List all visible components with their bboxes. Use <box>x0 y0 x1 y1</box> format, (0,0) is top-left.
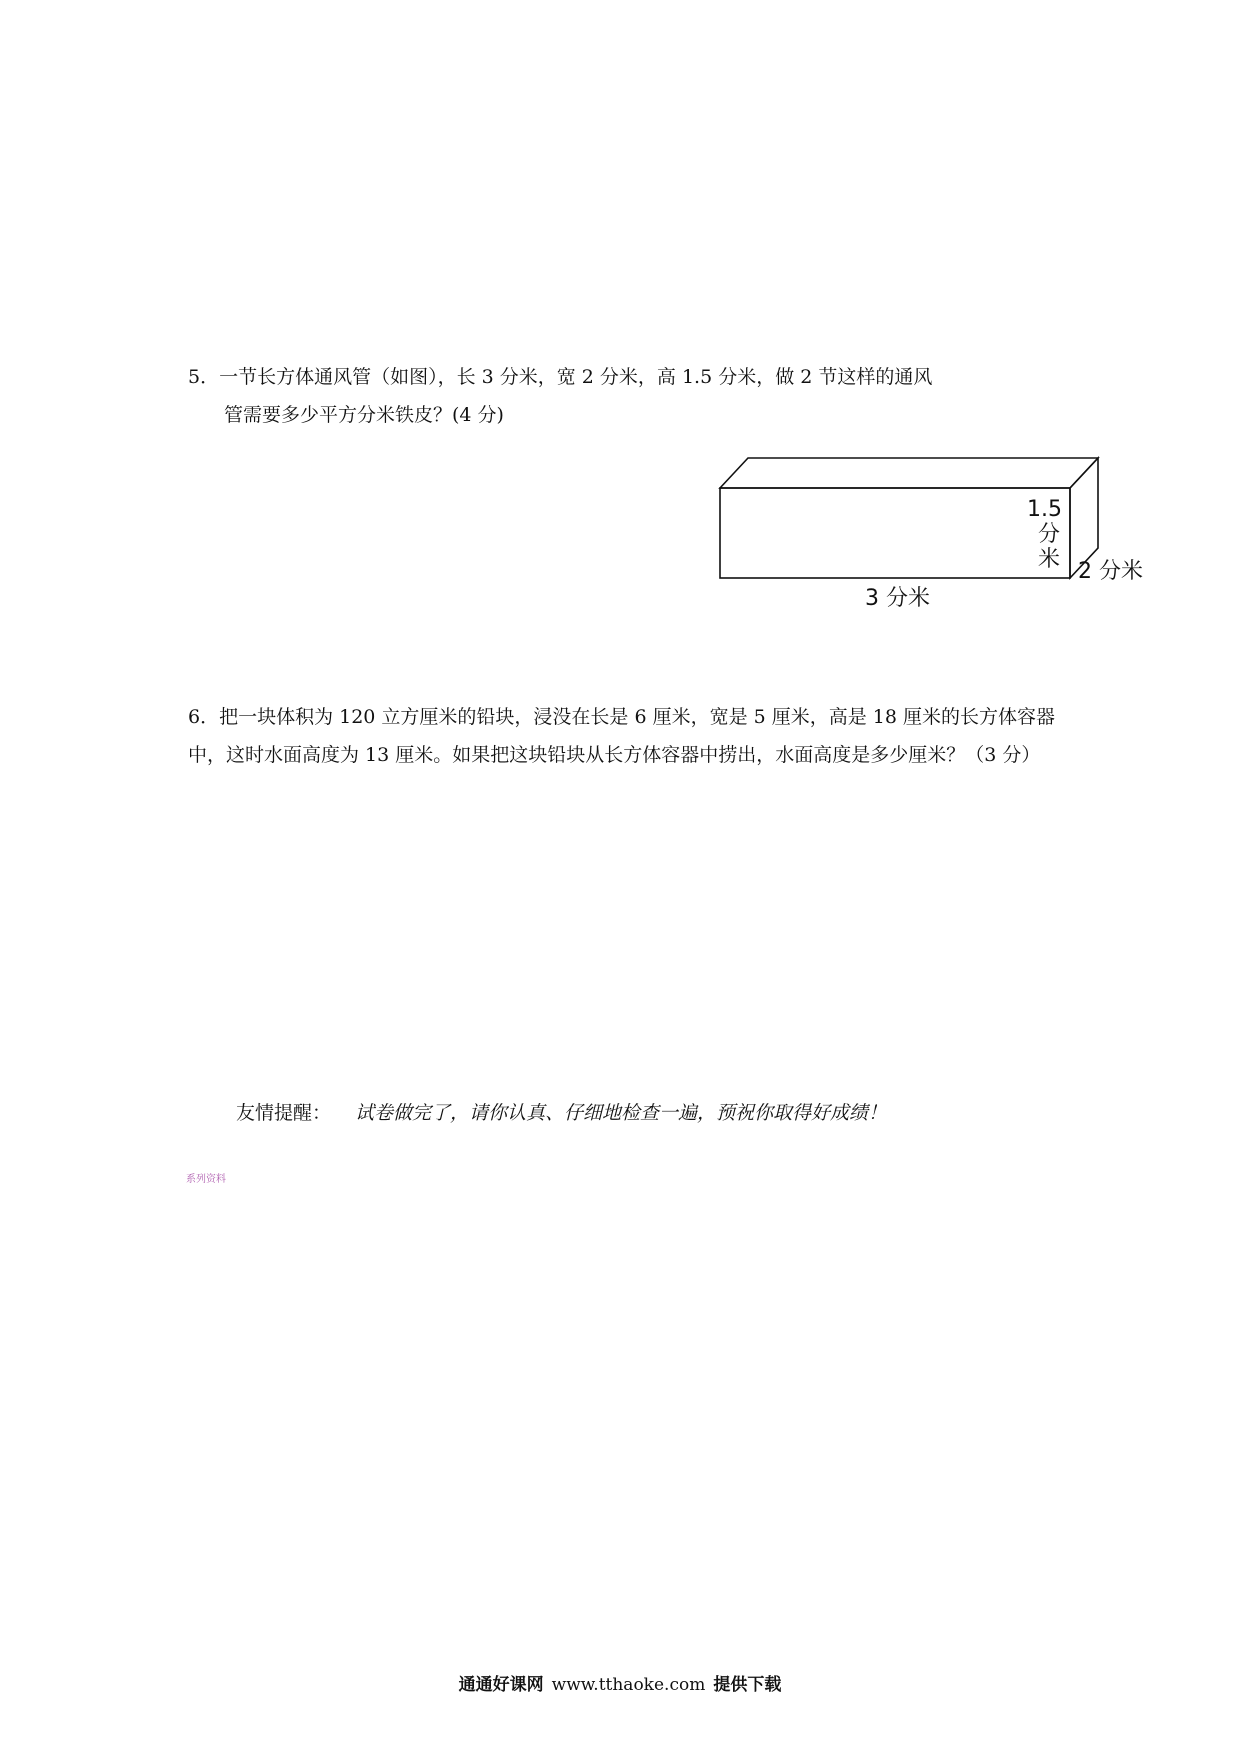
question-5-line-1: 5．一节长方体通风管（如图），长 3 分米，宽 2 分米，高 1.5 分米，做 2 节这样的通风 <box>188 366 933 388</box>
footer-url[interactable]: www.tthaoke.com <box>551 1675 706 1695</box>
length-label: 3 分米 <box>865 586 930 611</box>
question-5-line-2: 管需要多少平方分米铁皮？(4 分) <box>224 404 504 426</box>
reminder-text: 试卷做完了，请你认真、仔细地检查一遍，预祝你取得好成绩！ <box>355 1102 888 1124</box>
friendly-reminder <box>236 1098 887 1125</box>
cuboid-diagram <box>700 448 1160 628</box>
width-label: 2 分米 <box>1078 559 1143 584</box>
reminder-label: 友情提醒： <box>236 1102 332 1124</box>
cuboid-front-face <box>720 488 1070 578</box>
cuboid-top-face <box>720 458 1098 488</box>
height-label-unit-2: 米 <box>1038 547 1061 572</box>
cuboid-figure <box>700 448 1160 628</box>
question-6: 6．把一块体积为 120 立方厘米的铅块，浸没在长是 6 厘米，宽是 5 厘米，高是 18 厘米的长方体容器中，这时水面高度为 13 厘米。如果把这块铅块从长方体容器中捞出，水面高度是多少厘米？（3 分） <box>188 706 1056 766</box>
series-note: 系列资料 <box>186 1174 226 1185</box>
question-5 <box>188 358 1058 434</box>
footer <box>0 1670 1240 1695</box>
footer-suffix: 提供下载 <box>713 1675 782 1695</box>
height-label-number: 1.5 <box>1027 497 1062 522</box>
footer-site: 通通好课网 <box>458 1675 544 1695</box>
height-label-unit-1: 分 <box>1038 522 1061 547</box>
